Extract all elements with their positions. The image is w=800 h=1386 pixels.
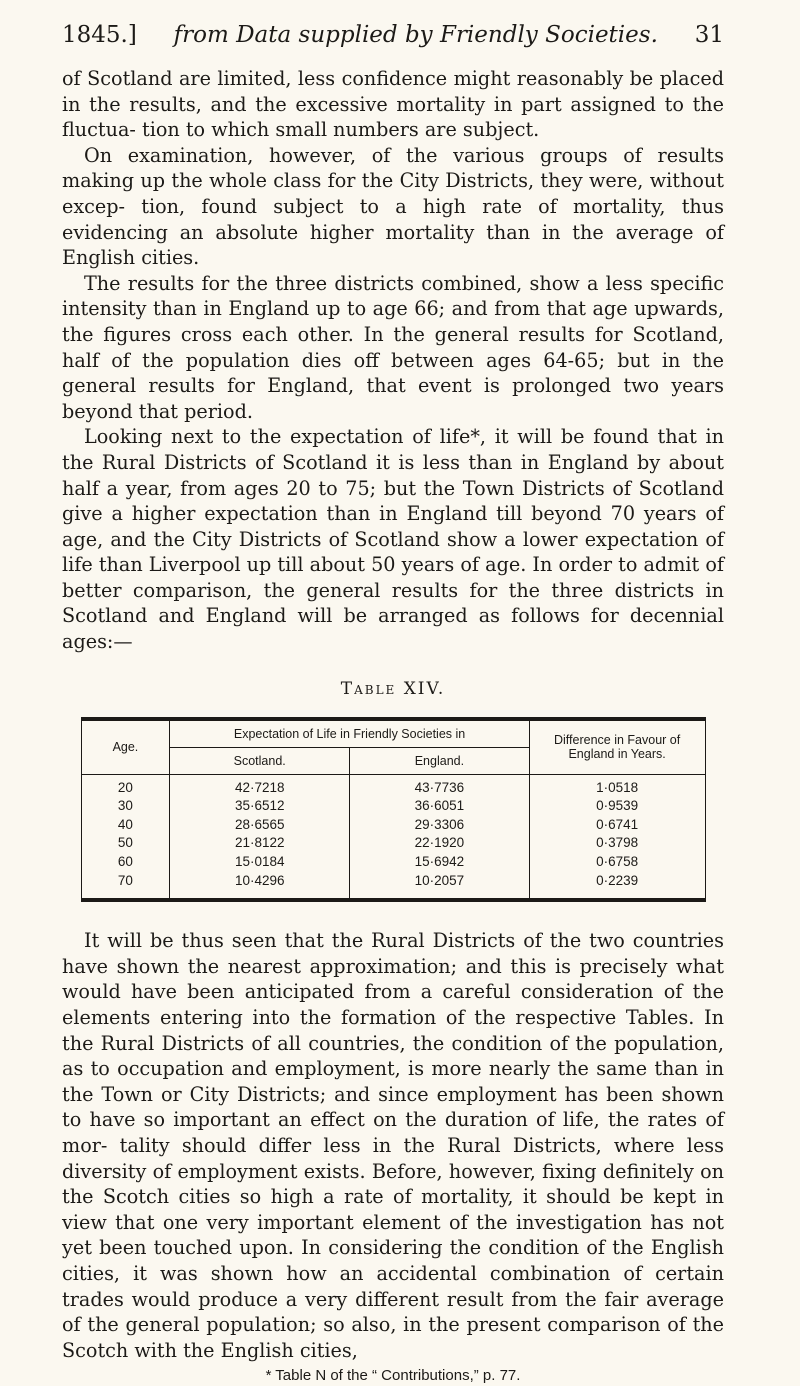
cell-age: 60 xyxy=(81,853,170,872)
cell-scotland: 28·6565 xyxy=(170,816,350,835)
cell-england: 43·7736 xyxy=(350,774,530,797)
header-year: 1845.] xyxy=(62,22,137,48)
cell-age: 70 xyxy=(81,872,170,901)
cell-england: 10·2057 xyxy=(350,872,530,901)
table-row xyxy=(81,797,705,816)
header-title: from Data supplied by Friendly Societies. xyxy=(173,22,658,48)
cell-scotland: 10·4296 xyxy=(170,872,350,901)
cell-difference: 0·3798 xyxy=(529,834,705,853)
cell-scotland: 42·7218 xyxy=(170,774,350,797)
header-expectation-group: Expectation of Life in Friendly Societies in xyxy=(170,719,529,748)
header-difference: Difference in Favour of England in Years. xyxy=(529,719,705,775)
cell-difference: 0·9539 xyxy=(529,797,705,816)
cell-england: 36·6051 xyxy=(350,797,530,816)
cell-difference: 0·6741 xyxy=(529,816,705,835)
paragraph: It will be thus seen that the Rural Districts of the two countries have shown the nearest approximation; and this is precisely what would have been anticipated from a careful consideration of the elements entering into the formation of the respective Tables. In the Rural Districts of all countries, the condition of the population, as to occupation and employment, is more nearly the same than in the Town or City Districts; and since employment has been shown to have so important an effect on the duration of life, the rates of mor- tality should differ less in the Rural Districts, where less diversity of employment exists. Before, however, fixing definitely on the Scotch cities so high a rate of mortality, it should be kept in view that one very important element of the investigation has not yet been touched upon. In considering the condition of the English cities, it was shown how an accidental combination of certain trades would produce a very different result from the fair average of the general population; so also, in the present comparison of the Scotch with the English cities, xyxy=(62,929,724,1362)
cell-england: 22·1920 xyxy=(350,834,530,853)
table-caption: Table XIV. xyxy=(340,678,446,699)
paragraph: On examination, however, of the various groups of results making up the whole class for the City Districts, they were, without excep- tion, found subject to a high rate of mortality, thus evidencing an absolute higher mortality than in the average of English cities. xyxy=(62,143,724,270)
cell-age: 30 xyxy=(81,797,170,816)
paragraph: Looking next to the expectation of life*, it will be found that in the Rural Districts of Scotland it is less than in England by about half a year, from ages 20 to 75; but the Town Districts of Scotland give a higher expectation than in England till beyond 70 years of age, and the City Districts of Scotland show a lower expectation of life than Liverpool up till about 50 years of age. In order to admit of better comparison, the general results for the three districts in Scotland and England will be arranged as follows for decennial ages:— xyxy=(62,425,724,654)
header-age: Age. xyxy=(81,719,170,775)
cell-england: 29·3306 xyxy=(350,816,530,835)
cell-england: 15·6942 xyxy=(350,853,530,872)
cell-scotland: 21·8122 xyxy=(170,834,350,853)
cell-scotland: 15·0184 xyxy=(170,853,350,872)
cell-age: 50 xyxy=(81,834,170,853)
cell-difference: 0·6758 xyxy=(529,853,705,872)
footnote: * Table N of the “ Contributions,” p. 77. xyxy=(265,1367,521,1385)
table-container xyxy=(81,717,706,903)
page xyxy=(62,22,724,1384)
table-row xyxy=(81,816,705,835)
table-row xyxy=(81,834,705,853)
header-scotland: Scotland. xyxy=(170,747,350,774)
page-number: 31 xyxy=(694,22,724,48)
table-row xyxy=(81,872,705,901)
paragraph: The results for the three districts combined, show a less specific intensity than in England up to age 66; and from that age upwards, the figures cross each other. In the general results for Scotland, half of the population dies off between ages 64-65; but in the general results for England, that event is prolonged two years beyond that period. xyxy=(62,271,724,423)
cell-scotland: 35·6512 xyxy=(170,797,350,816)
table-row xyxy=(81,853,705,872)
cell-age: 20 xyxy=(81,774,170,797)
cell-difference: 0·2239 xyxy=(529,872,705,901)
paragraph: of Scotland are limited, less confidence might reasonably be placed in the results, and the excessive mortality in part assigned to the fluctua- tion to which small numbers are subject. xyxy=(62,67,724,142)
header-england: England. xyxy=(350,747,530,774)
cell-difference: 1·0518 xyxy=(529,774,705,797)
cell-age: 40 xyxy=(81,816,170,835)
expectation-table xyxy=(81,717,706,903)
table-row xyxy=(81,774,705,797)
running-header xyxy=(62,22,724,48)
